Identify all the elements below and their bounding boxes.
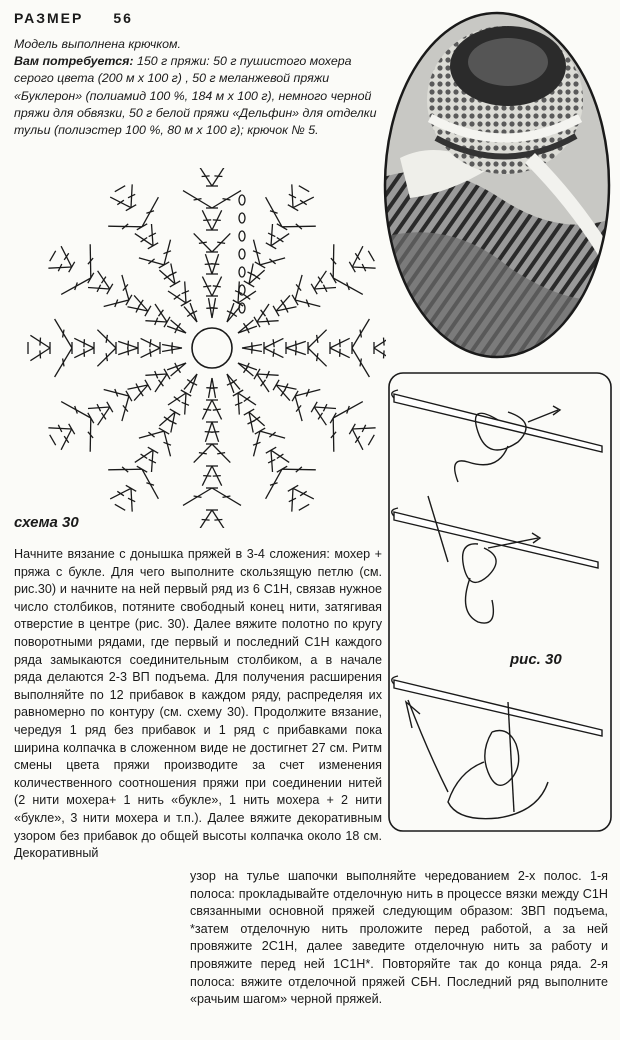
stitch-cap bbox=[299, 504, 309, 510]
size-label: РАЗМЕР bbox=[14, 10, 84, 26]
stitch-crossbar bbox=[340, 349, 341, 357]
chain-stitch bbox=[239, 195, 245, 205]
stitch-symbol bbox=[212, 510, 225, 528]
stitch-symbol bbox=[212, 168, 225, 186]
stitch-cap bbox=[368, 435, 374, 445]
crochet-diagram bbox=[6, 168, 386, 528]
stitch-crossbar bbox=[203, 409, 211, 410]
slip-knot-illustration bbox=[388, 372, 612, 832]
stitch-crossbar bbox=[84, 339, 85, 347]
stitch-crossbar bbox=[176, 323, 181, 330]
made-with-text: Модель выполнена крючком. bbox=[14, 37, 181, 51]
stitch-crossbar bbox=[223, 496, 231, 497]
stitch-crossbar bbox=[106, 335, 107, 343]
diagram-ray bbox=[242, 319, 386, 377]
intro-block bbox=[14, 36, 394, 139]
stitch-crossbar bbox=[296, 347, 297, 355]
stitch-cap bbox=[115, 504, 125, 510]
stitch-crossbar bbox=[213, 476, 221, 477]
stitch-crossbar bbox=[63, 330, 64, 338]
stitch-crossbar bbox=[40, 350, 41, 358]
stitch-crossbar bbox=[203, 286, 211, 287]
stitch-crossbar bbox=[106, 353, 107, 361]
stitch-cap bbox=[299, 186, 309, 192]
stitch-crossbar bbox=[340, 339, 341, 347]
scheme-caption: схема 30 bbox=[14, 514, 79, 531]
stitch-crossbar bbox=[317, 353, 318, 361]
stitch-crossbar bbox=[317, 335, 318, 343]
stitch-crossbar bbox=[150, 349, 151, 357]
stitch-crossbar bbox=[213, 286, 221, 287]
chain-stitch bbox=[239, 303, 245, 313]
stitch-crossbar bbox=[214, 520, 222, 521]
stitch-crossbar bbox=[206, 388, 214, 389]
stitch-crossbar bbox=[244, 366, 249, 373]
stitch-crossbar bbox=[252, 346, 253, 354]
instructions-paragraph-2: узор на тулье шапочки выполняйте чередованием 2-х полос. 1-я полоса: прокладывайте отделочную нить в процессе вязки между С1Н связанными основной пряжей следующим образом: 3ВП подъема, *затем отделочную нить проложите перед работой, а за ней провяжите 2С1Н, далее заведите отделочную нить за работу и провяжите перед ней 1С1Н*. Повторяйте так до конца ряда. 2-я полоса: вяжите отделочной пряжей СБН. Последний ряд выполните «рачьим шагом» черной пряжей. bbox=[190, 869, 608, 1007]
stitch-crossbar bbox=[223, 199, 231, 200]
stitch-crossbar bbox=[199, 242, 207, 243]
stitch-crossbar bbox=[360, 359, 361, 367]
stitch-crossbar bbox=[40, 338, 41, 346]
stitch-crossbar bbox=[194, 496, 202, 497]
stitch-crossbar bbox=[187, 380, 194, 385]
stitch-crossbar bbox=[202, 176, 210, 177]
hat-photo bbox=[380, 8, 614, 362]
stitch-crossbar bbox=[205, 432, 213, 433]
stitch-cap bbox=[368, 251, 374, 261]
diagram-ray bbox=[183, 378, 241, 528]
stitch-crossbar bbox=[202, 520, 210, 521]
stitch-crossbar bbox=[84, 349, 85, 357]
chain-stitch bbox=[239, 267, 245, 277]
size-value: 56 bbox=[113, 10, 133, 26]
stitch-crossbar bbox=[210, 308, 218, 309]
stitch-crossbar bbox=[150, 339, 151, 347]
stitch-crossbar bbox=[128, 341, 129, 349]
stitch-crossbar bbox=[203, 220, 211, 221]
stitch-crossbar bbox=[213, 220, 221, 221]
diagram-ray bbox=[183, 168, 241, 318]
figure-caption: рис. 30 bbox=[510, 651, 562, 668]
stitch-symbol bbox=[199, 168, 212, 186]
stitch-crossbar bbox=[211, 264, 219, 265]
diagram-ray bbox=[28, 319, 182, 377]
stitch-crossbar bbox=[199, 453, 207, 454]
stitch-crossbar bbox=[214, 176, 222, 177]
center-ring bbox=[192, 328, 232, 368]
stitch-crossbar bbox=[273, 349, 274, 357]
stitch-crossbar bbox=[63, 359, 64, 367]
stitch-crossbar bbox=[203, 476, 211, 477]
stitch-crossbar bbox=[273, 339, 274, 347]
stitch-crossbar bbox=[213, 409, 221, 410]
stitch-symbol bbox=[199, 510, 212, 528]
materials-label: Вам потребуется: bbox=[14, 54, 134, 69]
chain-stitch bbox=[239, 213, 245, 223]
materials-text: 150 г пряжи: 50 г пушистого мохера серого цвета (200 м х 100 г) , 50 г меланжевой пряжи «Буклерон» (полиамид 100 %, 184 м х 100 г), немного черной пряжи для обвязки, 50 г белой пряжи «Дельфин» для отделки тульи (полиэстер 100 %, 80 м х 100 г); крючок № 5. bbox=[14, 54, 377, 138]
chain-stitch bbox=[239, 231, 245, 241]
stitch-cap bbox=[50, 435, 56, 445]
stitch-crossbar bbox=[172, 342, 173, 350]
instructions-paragraph-1: Начните вязание с донышка пряжей в 3-4 сложения: мохер + пряжа с букле. Для чего выполните скользящую петлю (см. рис.30) и начните на ней первый ряд из 6 С1Н, связав нужное число столбиков, потяните свободный конец нити, затягивая отверстие в центре (рис. 30). Далее вяжите полотно по кругу поворотными рядами, где первый и последний С1Н каждого ряда замыкаются соединительным столбиком, а в начале ряда делаются 2-3 ВП подъема. Для получения расширения выполняйте по 12 прибавок в каждом ряду, распределяя их равномерно по контуру (см. схему 30). Продолжите вязание, чередуя 1 ряд без прибавок и 1 ряд с прибавками пока ширина колпачка в сложенном виде не достигнет 27 см. Ритм смены цвета пряжи производите за счет изменения количественного соотношения пряжи при соединении нитей (2 нити мохера+ 1 нить «букле», 1 нить мохера + 2 нити «букле», 3 нити мохера и т.п.). Далее вяжите декоративным узором без прибавок до общей высоты колпачка около 18 см. Декоративный bbox=[14, 547, 382, 861]
stitch-crossbar bbox=[360, 330, 361, 338]
materials-paragraph bbox=[14, 53, 394, 139]
stitch-crossbar bbox=[194, 199, 202, 200]
chain-stitch bbox=[239, 249, 245, 259]
stitch-crossbar bbox=[217, 453, 225, 454]
stitch-cap bbox=[115, 186, 125, 192]
size-heading bbox=[14, 10, 133, 26]
stitch-crossbar bbox=[230, 312, 237, 317]
stitch-crossbar bbox=[217, 242, 225, 243]
stitch-cap bbox=[50, 251, 56, 261]
